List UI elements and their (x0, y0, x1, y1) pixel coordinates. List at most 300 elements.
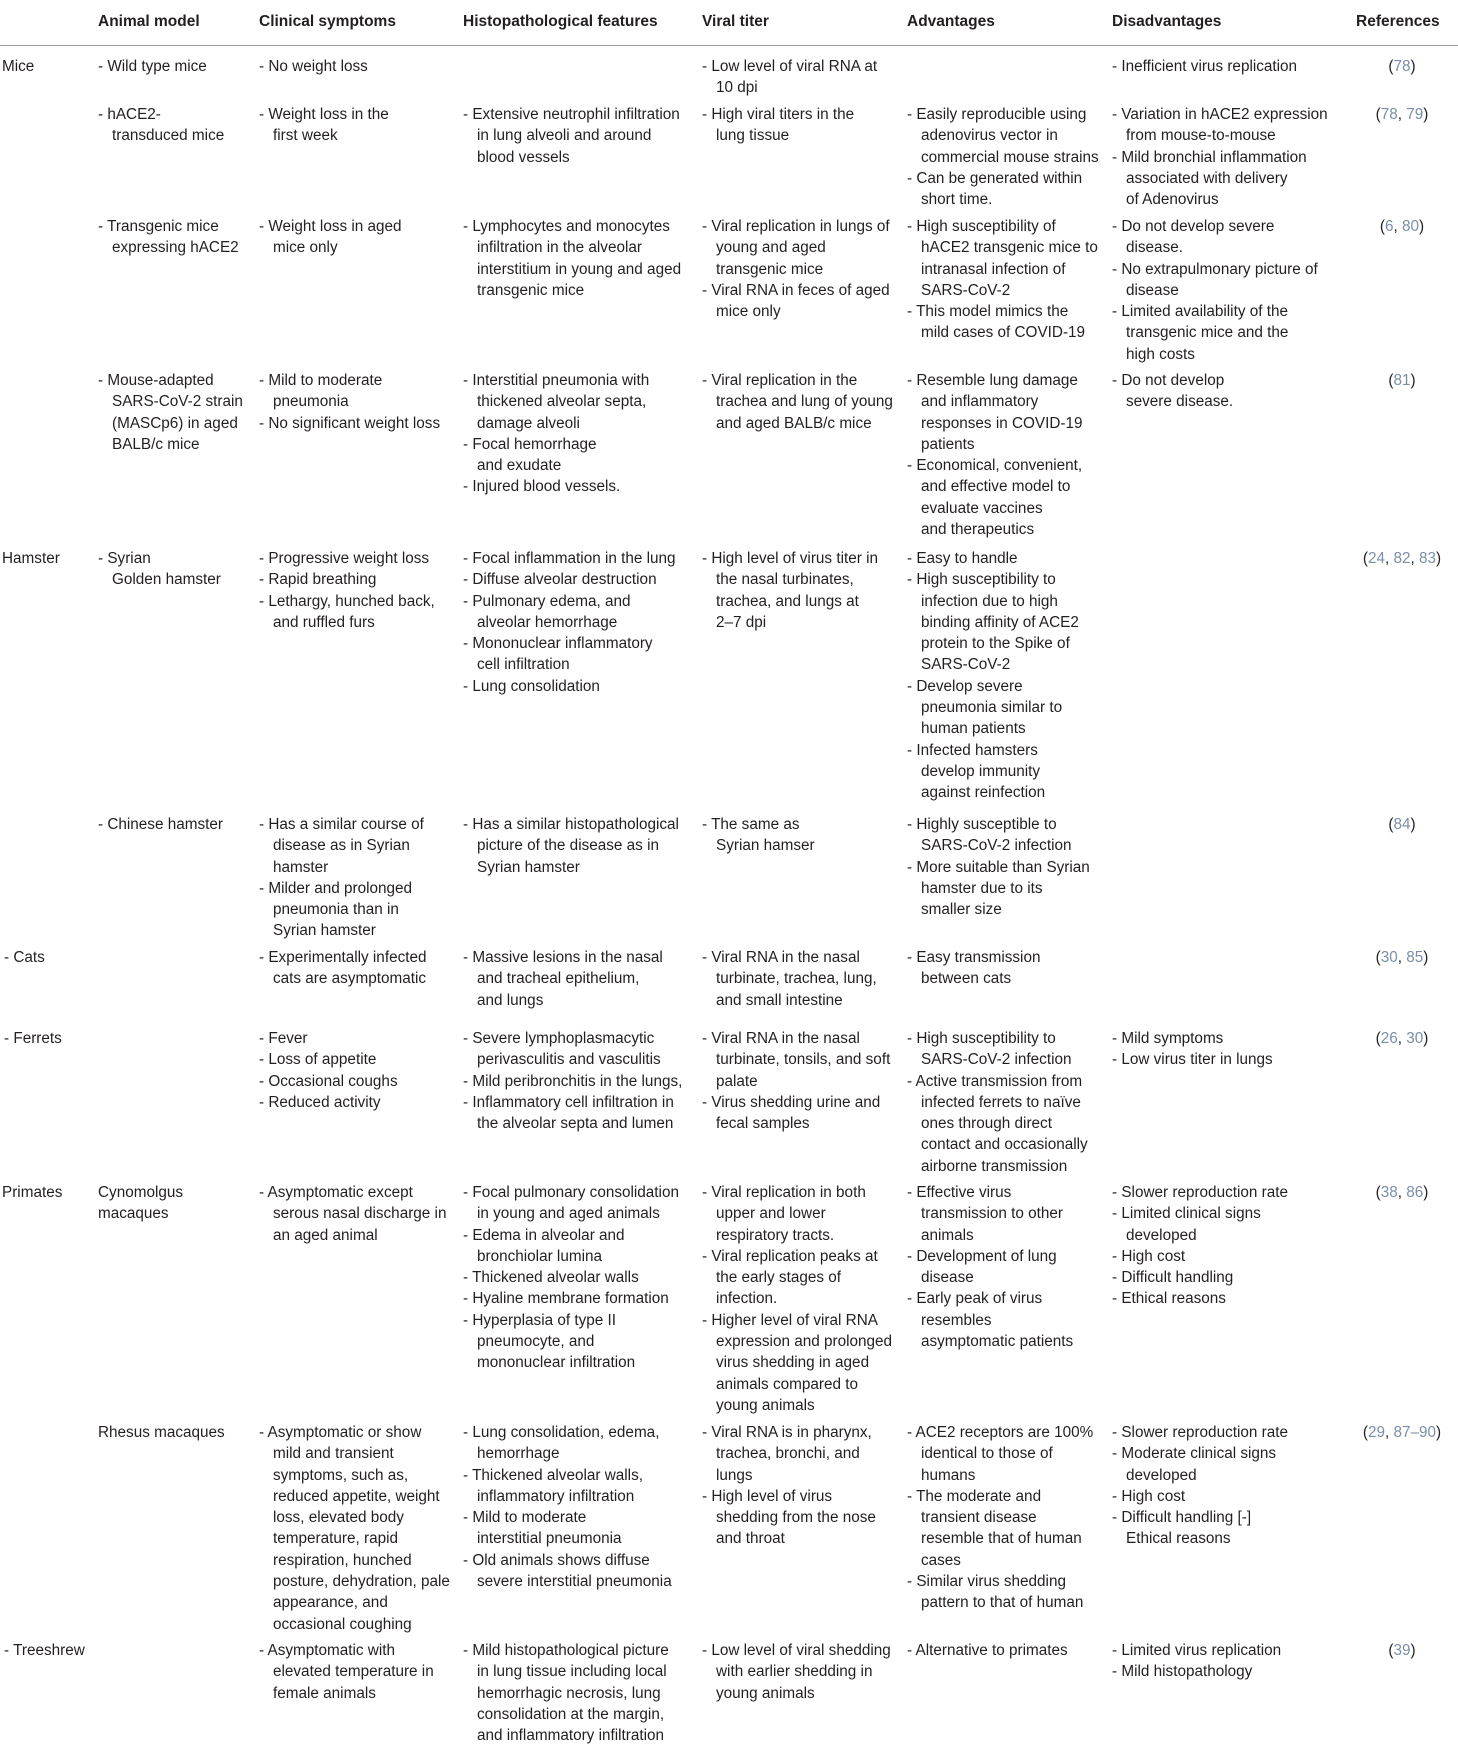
cell-line: - Experimentally infected (259, 949, 427, 966)
cell-line: bronchiolar lumina (477, 1247, 602, 1265)
cell-line: thickened alveolar septa, (477, 393, 647, 411)
cell-line: - High cost (1112, 1247, 1186, 1265)
cell-line: and tracheal epithelium, (477, 970, 640, 988)
cell-line: and lungs (477, 991, 544, 1009)
cell-line: perivasculitis and vasculitis (477, 1051, 661, 1069)
cell-line: BALB/c mice (112, 435, 200, 453)
cell-line: - Limited clinical signs (1112, 1205, 1261, 1223)
cell-line: - Inflammatory cell infiltration in (463, 1093, 674, 1111)
cell-line: - Focal hemorrhage (463, 435, 597, 453)
cell-line: the nasal turbinates, (716, 571, 854, 589)
disadvantages-cell (1112, 216, 1318, 365)
cell-line: infection due to high (921, 592, 1058, 610)
animal-model-cell (98, 1182, 183, 1225)
cell-line: transduced mice (112, 127, 225, 145)
header-histopathological-features: Histopathological features (463, 13, 658, 30)
reference-link[interactable]: 78 (1380, 106, 1398, 123)
cell-line: - Develop severe (907, 677, 1023, 695)
cell-line: - Focal pulmonary consolidation (463, 1184, 679, 1201)
cell-line: - Old animals shows diffuse (463, 1551, 650, 1569)
cell-line: pattern to that of human (921, 1594, 1084, 1612)
cell-line: intranasal infection of (921, 260, 1066, 278)
cell-line: - Lung consolidation, edema, (463, 1424, 660, 1441)
advantages-cell (907, 370, 1083, 540)
references-cell: (24, 82, 83) (1362, 550, 1442, 567)
references-cell: (29, 87–90) (1362, 1424, 1442, 1441)
clinical-symptoms-cell (259, 814, 424, 942)
cell-line: - Viral RNA in the nasal (702, 1030, 860, 1047)
cell-line: - Viral replication in both (702, 1184, 866, 1201)
cell-line: trachea and lung of young (716, 393, 893, 411)
cell-line: human patients (921, 720, 1026, 738)
cell-line: between cats (921, 970, 1012, 988)
cell-line: cats are asymptomatic (273, 970, 427, 988)
cell-line: mild cases of COVID-19 (921, 324, 1086, 342)
cell-line: Syrian hamster (273, 922, 376, 940)
cell-line: posture, dehydration, pale (273, 1573, 450, 1591)
cell-line: binding affinity of ACE2 (921, 613, 1079, 631)
cell-line: damage alveoli (477, 414, 580, 432)
row-group-label: Mice (2, 58, 35, 75)
cell-line: inflammatory infiltration (477, 1487, 635, 1505)
references-cell: (26, 30) (1375, 1030, 1429, 1047)
cell-line: - Infected hamsters (907, 741, 1038, 759)
cell-line: symptoms, such as, (273, 1466, 409, 1484)
cell-line: - Similar virus shedding (907, 1573, 1066, 1591)
cell-line: - Do not develop severe (1112, 218, 1275, 235)
cell-line: temperature, rapid (273, 1530, 398, 1548)
cell-line: develop immunity (921, 762, 1041, 780)
cell-line: infiltration in the alveolar (477, 239, 642, 257)
cell-line: - Mild histopathology (1112, 1663, 1253, 1681)
cell-line: young and aged (716, 239, 826, 257)
reference-link[interactable]: 80 (1402, 218, 1420, 235)
animal-model-cell (98, 56, 207, 77)
histopathological-features-cell (463, 216, 681, 301)
reference-link[interactable]: 82 (1393, 550, 1411, 567)
references-cell: (39) (1388, 1642, 1416, 1659)
cell-line: - Severe lymphoplasmacytic (463, 1030, 655, 1047)
cell-line: - Diffuse alveolar destruction (463, 571, 657, 589)
cell-line: Rhesus macaques (98, 1424, 225, 1441)
clinical-symptoms-cell (259, 947, 427, 990)
cell-line: responses in COVID-19 (921, 414, 1083, 432)
cell-line: - Limited availability of the (1112, 303, 1288, 321)
clinical-symptoms-cell (259, 1182, 446, 1246)
cell-line: - Active transmission from (907, 1072, 1083, 1090)
cell-line: interstitium in young and aged (477, 260, 682, 278)
cell-line: animals compared to (716, 1375, 858, 1393)
advantages-cell (907, 1640, 1068, 1661)
cell-line: mice only (716, 303, 781, 321)
cell-line: - No extrapulmonary picture of (1112, 260, 1318, 278)
cell-line: - Mild symptoms (1112, 1030, 1224, 1047)
cell-line: - Difficult handling (1112, 1269, 1234, 1287)
cell-line: - High susceptibility of (907, 218, 1056, 235)
animal-model-cell (98, 1422, 225, 1443)
cell-line: - More suitable than Syrian (907, 858, 1090, 876)
cell-line: humans (921, 1466, 976, 1484)
histopathological-features-cell (463, 814, 679, 878)
advantages-cell (907, 216, 1098, 344)
cell-line: resembles (921, 1311, 992, 1329)
cell-line: Golden hamster (112, 571, 221, 589)
cell-line: - Easily reproducible using (907, 106, 1087, 123)
reference-link[interactable]: 30 (1406, 1030, 1424, 1047)
cell-line: - High viral titers in the (702, 106, 855, 123)
cell-line: alveolar hemorrhage (477, 613, 618, 631)
cell-line: - Low virus titer in lungs (1112, 1051, 1273, 1069)
viral-titer-cell (702, 548, 878, 633)
cell-line: - Viral replication in the (702, 372, 858, 389)
reference-link[interactable]: 26 (1380, 1030, 1398, 1047)
reference-link[interactable]: 6 (1384, 218, 1394, 235)
viral-titer-cell (702, 56, 877, 99)
cell-line: associated with delivery (1126, 169, 1288, 187)
clinical-symptoms-cell (259, 56, 368, 77)
cell-line: expression and prolonged (716, 1333, 893, 1351)
reference-link[interactable]: 86 (1406, 1184, 1424, 1201)
reference-link[interactable]: 39 (1393, 1642, 1411, 1659)
cell-line: - Weight loss in the (259, 106, 389, 123)
reference-link[interactable]: 30 (1380, 949, 1398, 966)
cell-line: - Viral RNA in the nasal (702, 949, 860, 966)
row-group-label: Primates (2, 1184, 63, 1201)
cell-line: - Progressive weight loss (259, 550, 430, 567)
cell-line: - Virus shedding urine and (702, 1093, 881, 1111)
cell-line: - Viral replication in lungs of (702, 218, 890, 235)
histopathological-features-cell (463, 548, 676, 697)
cell-line: - Mouse-adapted (98, 372, 214, 389)
cell-line: pneumonia similar to (921, 699, 1063, 717)
cell-line: - Asymptomatic or show (259, 1424, 422, 1441)
cell-line: - High level of virus titer in (702, 550, 878, 567)
cell-line: shedding from the nose (716, 1509, 876, 1527)
cell-line: - Chinese hamster (98, 816, 223, 833)
cell-line: - Pulmonary edema, and (463, 592, 631, 610)
cell-line: transgenic mice (716, 260, 824, 278)
cell-line: - Mild peribronchitis in the lungs, (463, 1072, 683, 1090)
cell-line: - High susceptibility to (907, 571, 1056, 589)
cell-line: respiratory tracts. (716, 1226, 835, 1244)
cell-line: commercial mouse strains (921, 148, 1099, 166)
cell-line: - Has a similar course of (259, 816, 424, 833)
histopathological-features-cell (463, 947, 663, 1011)
cell-line: from mouse-to-mouse (1126, 127, 1276, 145)
cell-line: adenovirus vector in (921, 127, 1058, 145)
cell-line: - Alternative to primates (907, 1642, 1068, 1659)
cell-line: - The same as (702, 816, 800, 833)
cell-line: SARS-CoV-2 (921, 656, 1011, 674)
cell-line: 10 dpi (716, 79, 758, 97)
cell-line: - Moderate clinical signs (1112, 1445, 1277, 1463)
cell-line: - Has a similar histopathological (463, 816, 679, 833)
header-references: References (1356, 13, 1440, 30)
header-clinical-symptoms: Clinical symptoms (259, 13, 396, 30)
cell-line: disease as in Syrian (273, 837, 410, 855)
cell-line: trachea, bronchi, and (716, 1445, 860, 1463)
cell-line: and inflammatory infiltration (477, 1727, 665, 1745)
cell-line: blood vessels (477, 148, 570, 166)
cell-line: smaller size (921, 901, 1002, 919)
cell-line: cases (921, 1551, 961, 1569)
cell-line: airborne transmission (921, 1157, 1068, 1175)
cell-line: - Thickened alveolar walls, (463, 1466, 643, 1484)
cell-line: - Mild to moderate (259, 372, 383, 389)
animal-model-cell (98, 548, 221, 591)
disadvantages-cell (1112, 1422, 1288, 1550)
cell-line: against reinfection (921, 784, 1046, 802)
cell-line: - Viral replication peaks at (702, 1247, 878, 1265)
reference-link[interactable]: 29 (1367, 1424, 1385, 1441)
references-cell: (30, 85) (1375, 949, 1429, 966)
viral-titer-cell (702, 1028, 890, 1134)
cell-line: - Variation in hACE2 expression (1112, 106, 1328, 123)
cell-line: - Weight loss in aged (259, 218, 402, 235)
cell-line: SARS-CoV-2 (921, 281, 1011, 299)
histopathological-features-cell (463, 1422, 672, 1592)
viral-titer-cell (702, 370, 893, 434)
cell-line: young animals (716, 1396, 815, 1414)
cell-line: - No significant weight loss (259, 414, 441, 432)
advantages-cell (907, 814, 1090, 920)
disadvantages-cell (1112, 370, 1233, 413)
cell-line: developed (1126, 1226, 1197, 1244)
references-cell: (84) (1388, 816, 1416, 833)
cell-line: 2–7 dpi (716, 613, 767, 631)
viral-titer-cell (702, 1182, 892, 1416)
cell-line: patients (921, 435, 975, 453)
cell-line: - Focal inflammation in the lung (463, 550, 676, 567)
cell-line: - Slower reproduction rate (1112, 1424, 1288, 1441)
cell-line: and inflammatory (921, 393, 1039, 411)
cell-line: short time. (921, 191, 993, 209)
cell-line: - Interstitial pneumonia with (463, 372, 650, 389)
header-rule (0, 45, 1458, 46)
cell-line: Syrian hamser (716, 837, 815, 855)
cell-line: severe disease. (1126, 393, 1234, 411)
reference-link[interactable]: 87–90 (1393, 1424, 1437, 1441)
cell-line: (MASCp6) in aged (112, 414, 238, 432)
cell-line: the alveolar septa and lumen (477, 1115, 674, 1133)
reference-link[interactable]: 84 (1393, 816, 1411, 833)
cell-line: first week (273, 127, 338, 145)
cell-line: - Easy to handle (907, 550, 1018, 567)
cell-line: - Lethargy, hunched back, (259, 592, 435, 610)
cell-line: mice only (273, 239, 338, 257)
disadvantages-cell (1112, 104, 1328, 210)
cell-line: Cynomolgus (98, 1184, 184, 1201)
cell-line: - Inefficient virus replication (1112, 58, 1298, 75)
cell-line: - Ethical reasons (1112, 1290, 1226, 1308)
cell-line: young animals (716, 1684, 815, 1702)
row-group-label: - Treeshrew (4, 1642, 85, 1659)
cell-line: - High cost (1112, 1487, 1186, 1505)
cell-line: - Edema in alveolar and (463, 1226, 625, 1244)
cell-line: lung tissue (716, 127, 790, 145)
cell-line: - Viral RNA is in pharynx, (702, 1424, 872, 1441)
cell-line: SARS-CoV-2 infection (921, 837, 1072, 855)
advantages-cell (907, 947, 1040, 990)
clinical-symptoms-cell (259, 1028, 398, 1113)
cell-line: - Lymphocytes and monocytes (463, 218, 670, 235)
cell-line: contact and occasionally (921, 1136, 1088, 1154)
reference-link[interactable]: 85 (1406, 949, 1424, 966)
clinical-symptoms-cell (259, 548, 435, 633)
cell-line: - Fever (259, 1030, 308, 1047)
advantages-cell (907, 104, 1099, 210)
reference-link[interactable]: 38 (1380, 1184, 1398, 1201)
disadvantages-cell (1112, 56, 1297, 77)
cell-line: and throat (716, 1530, 785, 1548)
viral-titer-cell (702, 814, 815, 857)
cell-line: hemorrhage (477, 1445, 560, 1463)
cell-line: - Effective virus (907, 1184, 1012, 1201)
cell-line: SARS-CoV-2 infection (921, 1051, 1072, 1069)
cell-line: - Injured blood vessels. (463, 478, 621, 496)
viral-titer-cell (702, 104, 854, 147)
cell-line: ones through direct (921, 1115, 1052, 1133)
references-cell: (6, 80) (1379, 218, 1425, 235)
cell-line: resemble that of human (921, 1530, 1082, 1548)
row-group-label: - Ferrets (4, 1030, 62, 1047)
reference-link[interactable]: 81 (1393, 372, 1411, 389)
clinical-symptoms-cell (259, 370, 440, 434)
cell-line: - Higher level of viral RNA (702, 1311, 878, 1329)
cell-line: hACE2 transgenic mice to (921, 239, 1098, 257)
cell-line: - Thickened alveolar walls (463, 1269, 639, 1287)
cell-line: hamster due to its (921, 879, 1043, 897)
cell-line: and effective model to (921, 478, 1071, 496)
cell-line: Syrian hamster (477, 858, 580, 876)
cell-line: fecal samples (716, 1115, 810, 1133)
cell-line: - This model mimics the (907, 303, 1069, 321)
cell-line: - Reduced activity (259, 1093, 381, 1111)
cell-line: - Difficult handling [-] (1112, 1509, 1252, 1527)
cell-line: - Can be generated within (907, 169, 1083, 187)
cell-line: - Limited virus replication (1112, 1642, 1282, 1659)
cell-line: disease (1126, 281, 1179, 299)
references-cell: (78) (1388, 58, 1416, 75)
cell-line: appearance, and (273, 1594, 388, 1612)
cell-line: - Mononuclear inflammatory (463, 635, 653, 653)
cell-line: - Low level of viral RNA at (702, 58, 878, 75)
cell-line: - Low level of viral shedding (702, 1642, 891, 1659)
viral-titer-cell (702, 216, 890, 322)
cell-line: - Milder and prolonged (259, 879, 413, 897)
cell-line: elevated temperature in (273, 1663, 434, 1681)
histopathological-features-cell (463, 1640, 669, 1746)
header-viral-titer: Viral titer (702, 13, 769, 30)
reference-link[interactable]: 24 (1367, 550, 1385, 567)
animal-model-cell (98, 216, 239, 259)
cell-line: - Economical, convenient, (907, 457, 1083, 475)
cell-line: virus shedding in aged (716, 1354, 870, 1372)
cell-line: asymptomatic patients (921, 1333, 1074, 1351)
header-advantages: Advantages (907, 13, 995, 30)
header-animal-model: Animal model (98, 13, 200, 30)
cell-line: serous nasal discharge in (273, 1205, 447, 1223)
cell-line: - High susceptibility to (907, 1030, 1056, 1047)
cell-line: trachea, and lungs at (716, 592, 859, 610)
cell-line: developed (1126, 1466, 1197, 1484)
cell-line: palate (716, 1072, 758, 1090)
advantages-cell (907, 548, 1079, 804)
cell-line: loss, elevated body (273, 1509, 404, 1527)
clinical-symptoms-cell (259, 216, 402, 259)
cell-line: turbinate, tonsils, and soft (716, 1051, 891, 1069)
cell-line: - Extensive neutrophil infiltration (463, 106, 680, 123)
cell-line: reduced appetite, weight (273, 1487, 440, 1505)
cell-line: in lung alveoli and around (477, 127, 652, 145)
cell-line: macaques (98, 1205, 169, 1223)
cell-line: - Slower reproduction rate (1112, 1184, 1288, 1201)
cell-line: infection. (716, 1290, 778, 1308)
cell-line: - Wild type mice (98, 58, 207, 75)
cell-line: pneumonia (273, 393, 349, 411)
advantages-cell (907, 1182, 1073, 1352)
cell-line: interstitial pneumonia (477, 1530, 622, 1548)
cell-line: - Loss of appetite (259, 1051, 377, 1069)
cell-line: - High level of virus (702, 1487, 833, 1505)
reference-link[interactable]: 78 (1393, 58, 1411, 75)
cell-line: and exudate (477, 457, 562, 475)
cell-line: in lung tissue including local (477, 1663, 667, 1681)
cell-line: - The moderate and (907, 1487, 1042, 1505)
viral-titer-cell (702, 1640, 891, 1704)
cell-line: - hACE2- (98, 106, 161, 123)
viral-titer-cell (702, 1422, 876, 1550)
cell-line: - Hyaline membrane formation (463, 1290, 669, 1308)
cell-line: - Resemble lung damage (907, 372, 1078, 389)
cell-line: infected ferrets to naïve (921, 1093, 1081, 1111)
cell-line: lungs (716, 1466, 753, 1484)
cell-line: of Adenovirus (1126, 191, 1219, 209)
animal-model-cell (98, 370, 243, 455)
cell-line: - Lung consolidation (463, 677, 600, 695)
references-cell: (38, 86) (1375, 1184, 1429, 1201)
cell-line: - Massive lesions in the nasal (463, 949, 663, 966)
cell-line: cell infiltration (477, 656, 570, 674)
cell-line: disease (921, 1269, 974, 1287)
cell-line: - Rapid breathing (259, 571, 377, 589)
cell-line: disease. (1126, 239, 1183, 257)
cell-line: with earlier shedding in (716, 1663, 873, 1681)
cell-line: transgenic mice and the (1126, 324, 1289, 342)
clinical-symptoms-cell (259, 1422, 450, 1635)
cell-line: transient disease (921, 1509, 1037, 1527)
cell-line: respiration, hunched (273, 1551, 412, 1569)
disadvantages-cell (1112, 1182, 1288, 1310)
row-group-label: - Cats (4, 949, 45, 966)
cell-line: - Early peak of virus (907, 1290, 1043, 1308)
cell-line: - Asymptomatic with (259, 1642, 396, 1659)
cell-line: consolidation at the margin, (477, 1705, 665, 1723)
cell-line: - Mild bronchial inflammation (1112, 148, 1307, 166)
clinical-symptoms-cell (259, 104, 389, 147)
cell-line: transmission to other (921, 1205, 1063, 1223)
cell-line: - ACE2 receptors are 100% (907, 1424, 1094, 1441)
cell-line: protein to the Spike of (921, 635, 1070, 653)
cell-line: upper and lower (716, 1205, 826, 1223)
reference-link[interactable]: 83 (1419, 550, 1437, 567)
cell-line: - Syrian (98, 550, 151, 567)
disadvantages-cell (1112, 1640, 1281, 1683)
cell-line: occasional coughing (273, 1615, 412, 1633)
cell-line: - No weight loss (259, 58, 368, 75)
cell-line: - Development of lung (907, 1247, 1057, 1265)
reference-link[interactable]: 79 (1406, 106, 1424, 123)
